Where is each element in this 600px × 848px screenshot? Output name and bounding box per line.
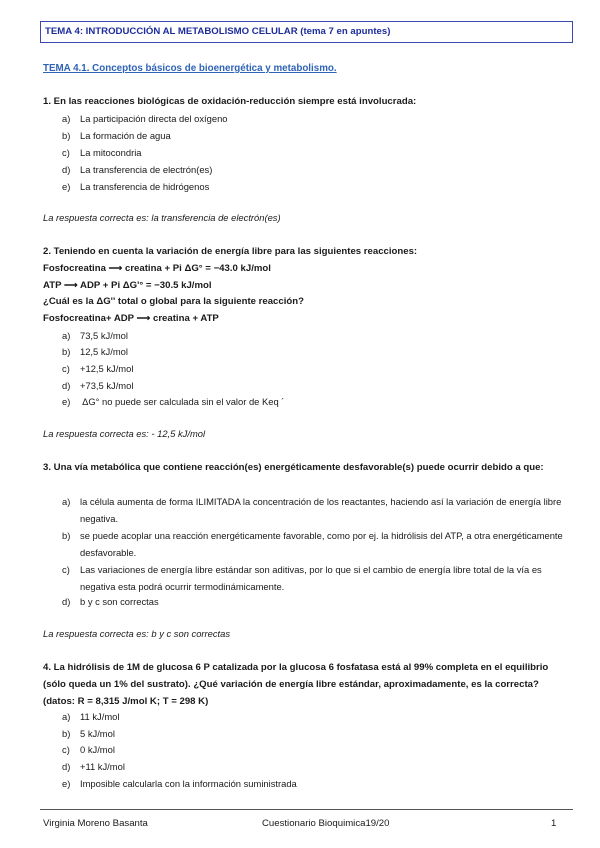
option-text: 12,5 kJ/mol	[80, 346, 128, 357]
footer-document-title: Cuestionario Bioquimica19/20	[262, 818, 390, 829]
section-heading-link[interactable]: TEMA 4.1. Conceptos básicos de bioenergética y metabolismo.	[43, 63, 337, 74]
option-text: 5 kJ/mol	[80, 728, 115, 739]
q1-answer: La respuesta correcta es: la transferencia de electrón(es)	[43, 212, 281, 223]
q2-reaction-1: Fosfocreatina ⟶ creatina + Pi ΔG° = −43.0 kJ/mol	[43, 263, 271, 274]
question-3-title: 3. Una vía metabólica que contiene reacción(es) energéticamente desfavorable(s) puede ocurrir debido a que:	[43, 462, 544, 473]
title-box	[40, 21, 573, 43]
option-text: La transferencia de hidrógenos	[80, 181, 210, 192]
q4-option-e	[62, 778, 297, 789]
option-letter: e)	[62, 778, 71, 789]
question-4-title: 4. La hidrólisis de 1M de glucosa 6 P catalizada por la glucosa 6 fosfatasa está al 99% completa en el equilibrio (sólo queda un 1% del sustrato). ¿Qué variación de energía libre estándar, aproximadamente, es la correcta? (datos: R = 8,315 J/mol K; T = 298 K)	[43, 662, 549, 707]
q1-option-d	[62, 164, 212, 175]
option-text: la célula aumenta de forma ILIMITADA la concentración de los reactantes, haciendo así la variación de energía libre negativa.	[80, 496, 562, 524]
option-text: La mitocondria	[80, 147, 142, 158]
option-letter: b)	[62, 346, 71, 357]
option-letter: a)	[62, 496, 71, 507]
q2-option-c	[62, 363, 133, 374]
question-1-title: 1. En las reacciones biológicas de oxidación-reducción siempre está involucrada:	[43, 96, 417, 107]
option-letter: b)	[62, 530, 71, 541]
option-text: 0 kJ/mol	[80, 744, 115, 755]
option-text: +73,5 kJ/mol	[80, 380, 134, 391]
option-letter: d)	[62, 164, 71, 175]
page-title-main: TEMA 4: INTRODUCCIÓN AL METABOLISMO CELULAR	[45, 26, 298, 37]
q3-answer: La respuesta correcta es: b y c son correctas	[43, 628, 231, 639]
q3-option-b	[62, 527, 567, 561]
q2-reaction-global: Fosfocreatina+ ADP ⟶ creatina + ATP	[43, 313, 219, 324]
q2-question: ¿Cuál es la ΔG'' total o global para la siguiente reacción?	[43, 296, 304, 307]
q3-option-a	[62, 493, 567, 527]
footer-divider	[40, 809, 573, 810]
option-letter: d)	[62, 380, 71, 391]
q1-option-c	[62, 147, 142, 158]
option-text: La transferencia de electrón(es)	[80, 164, 213, 175]
option-letter: a)	[62, 113, 71, 124]
q4-option-c	[62, 744, 115, 755]
option-text: +12,5 kJ/mol	[80, 363, 134, 374]
option-text: La formación de agua	[80, 130, 171, 141]
footer-author: Virginia Moreno Basanta	[43, 818, 148, 829]
option-letter: e)	[62, 396, 71, 407]
option-letter: b)	[62, 728, 71, 739]
q4-option-d	[62, 761, 125, 772]
option-text: Las variaciones de energía libre estándar son aditivas, por lo que si el cambio de energía libre total de la vía es negativa esta podrá ocurrir termodinámicamente.	[80, 564, 542, 592]
q4-option-a	[62, 711, 119, 722]
option-text: Imposible calcularla con la información suministrada	[80, 778, 297, 789]
option-text: ΔG° no puede ser calculada sin el valor de Keq ´	[80, 396, 285, 407]
option-letter: c)	[62, 363, 70, 374]
q2-option-d	[62, 380, 133, 391]
option-text: 73,5 kJ/mol	[80, 330, 128, 341]
option-text: 11 kJ/mol	[80, 711, 120, 722]
q2-reaction-2: ATP ⟶ ADP + Pi ΔG'° = −30.5 kJ/mol	[43, 280, 212, 291]
page-title-note: (tema 7 en apuntes)	[297, 26, 391, 37]
option-text: b y c son correctas	[80, 596, 159, 607]
option-letter: e)	[62, 181, 71, 192]
option-text: se puede acoplar una reacción energéticamente favorable, como por ej. la hidrólisis del ATP, a otra energéticamente desfavorable.	[80, 530, 563, 558]
option-text: La participación directa del oxígeno	[80, 113, 228, 124]
q2-option-b	[62, 346, 128, 357]
q2-answer: La respuesta correcta es: - 12,5 kJ/mol	[43, 428, 206, 439]
q3-option-d	[62, 596, 159, 607]
q1-option-b	[62, 130, 171, 141]
option-letter: a)	[62, 330, 71, 341]
option-letter: b)	[62, 130, 71, 141]
q3-option-c	[62, 561, 567, 595]
footer-page-number: 1	[551, 818, 557, 829]
option-letter: d)	[62, 596, 71, 607]
q1-option-e	[62, 181, 209, 192]
question-2-title: 2. Teniendo en cuenta la variación de energía libre para las siguientes reacciones:	[43, 246, 418, 257]
q2-option-a	[62, 330, 128, 341]
option-letter: c)	[62, 564, 70, 575]
option-letter: a)	[62, 711, 71, 722]
q4-option-b	[62, 728, 115, 739]
option-letter: c)	[62, 147, 70, 158]
option-text: +11 kJ/mol	[80, 761, 125, 772]
option-letter: d)	[62, 761, 71, 772]
page-title	[45, 26, 390, 37]
option-letter: c)	[62, 744, 70, 755]
q2-option-e	[62, 396, 284, 407]
q1-option-a	[62, 113, 228, 124]
